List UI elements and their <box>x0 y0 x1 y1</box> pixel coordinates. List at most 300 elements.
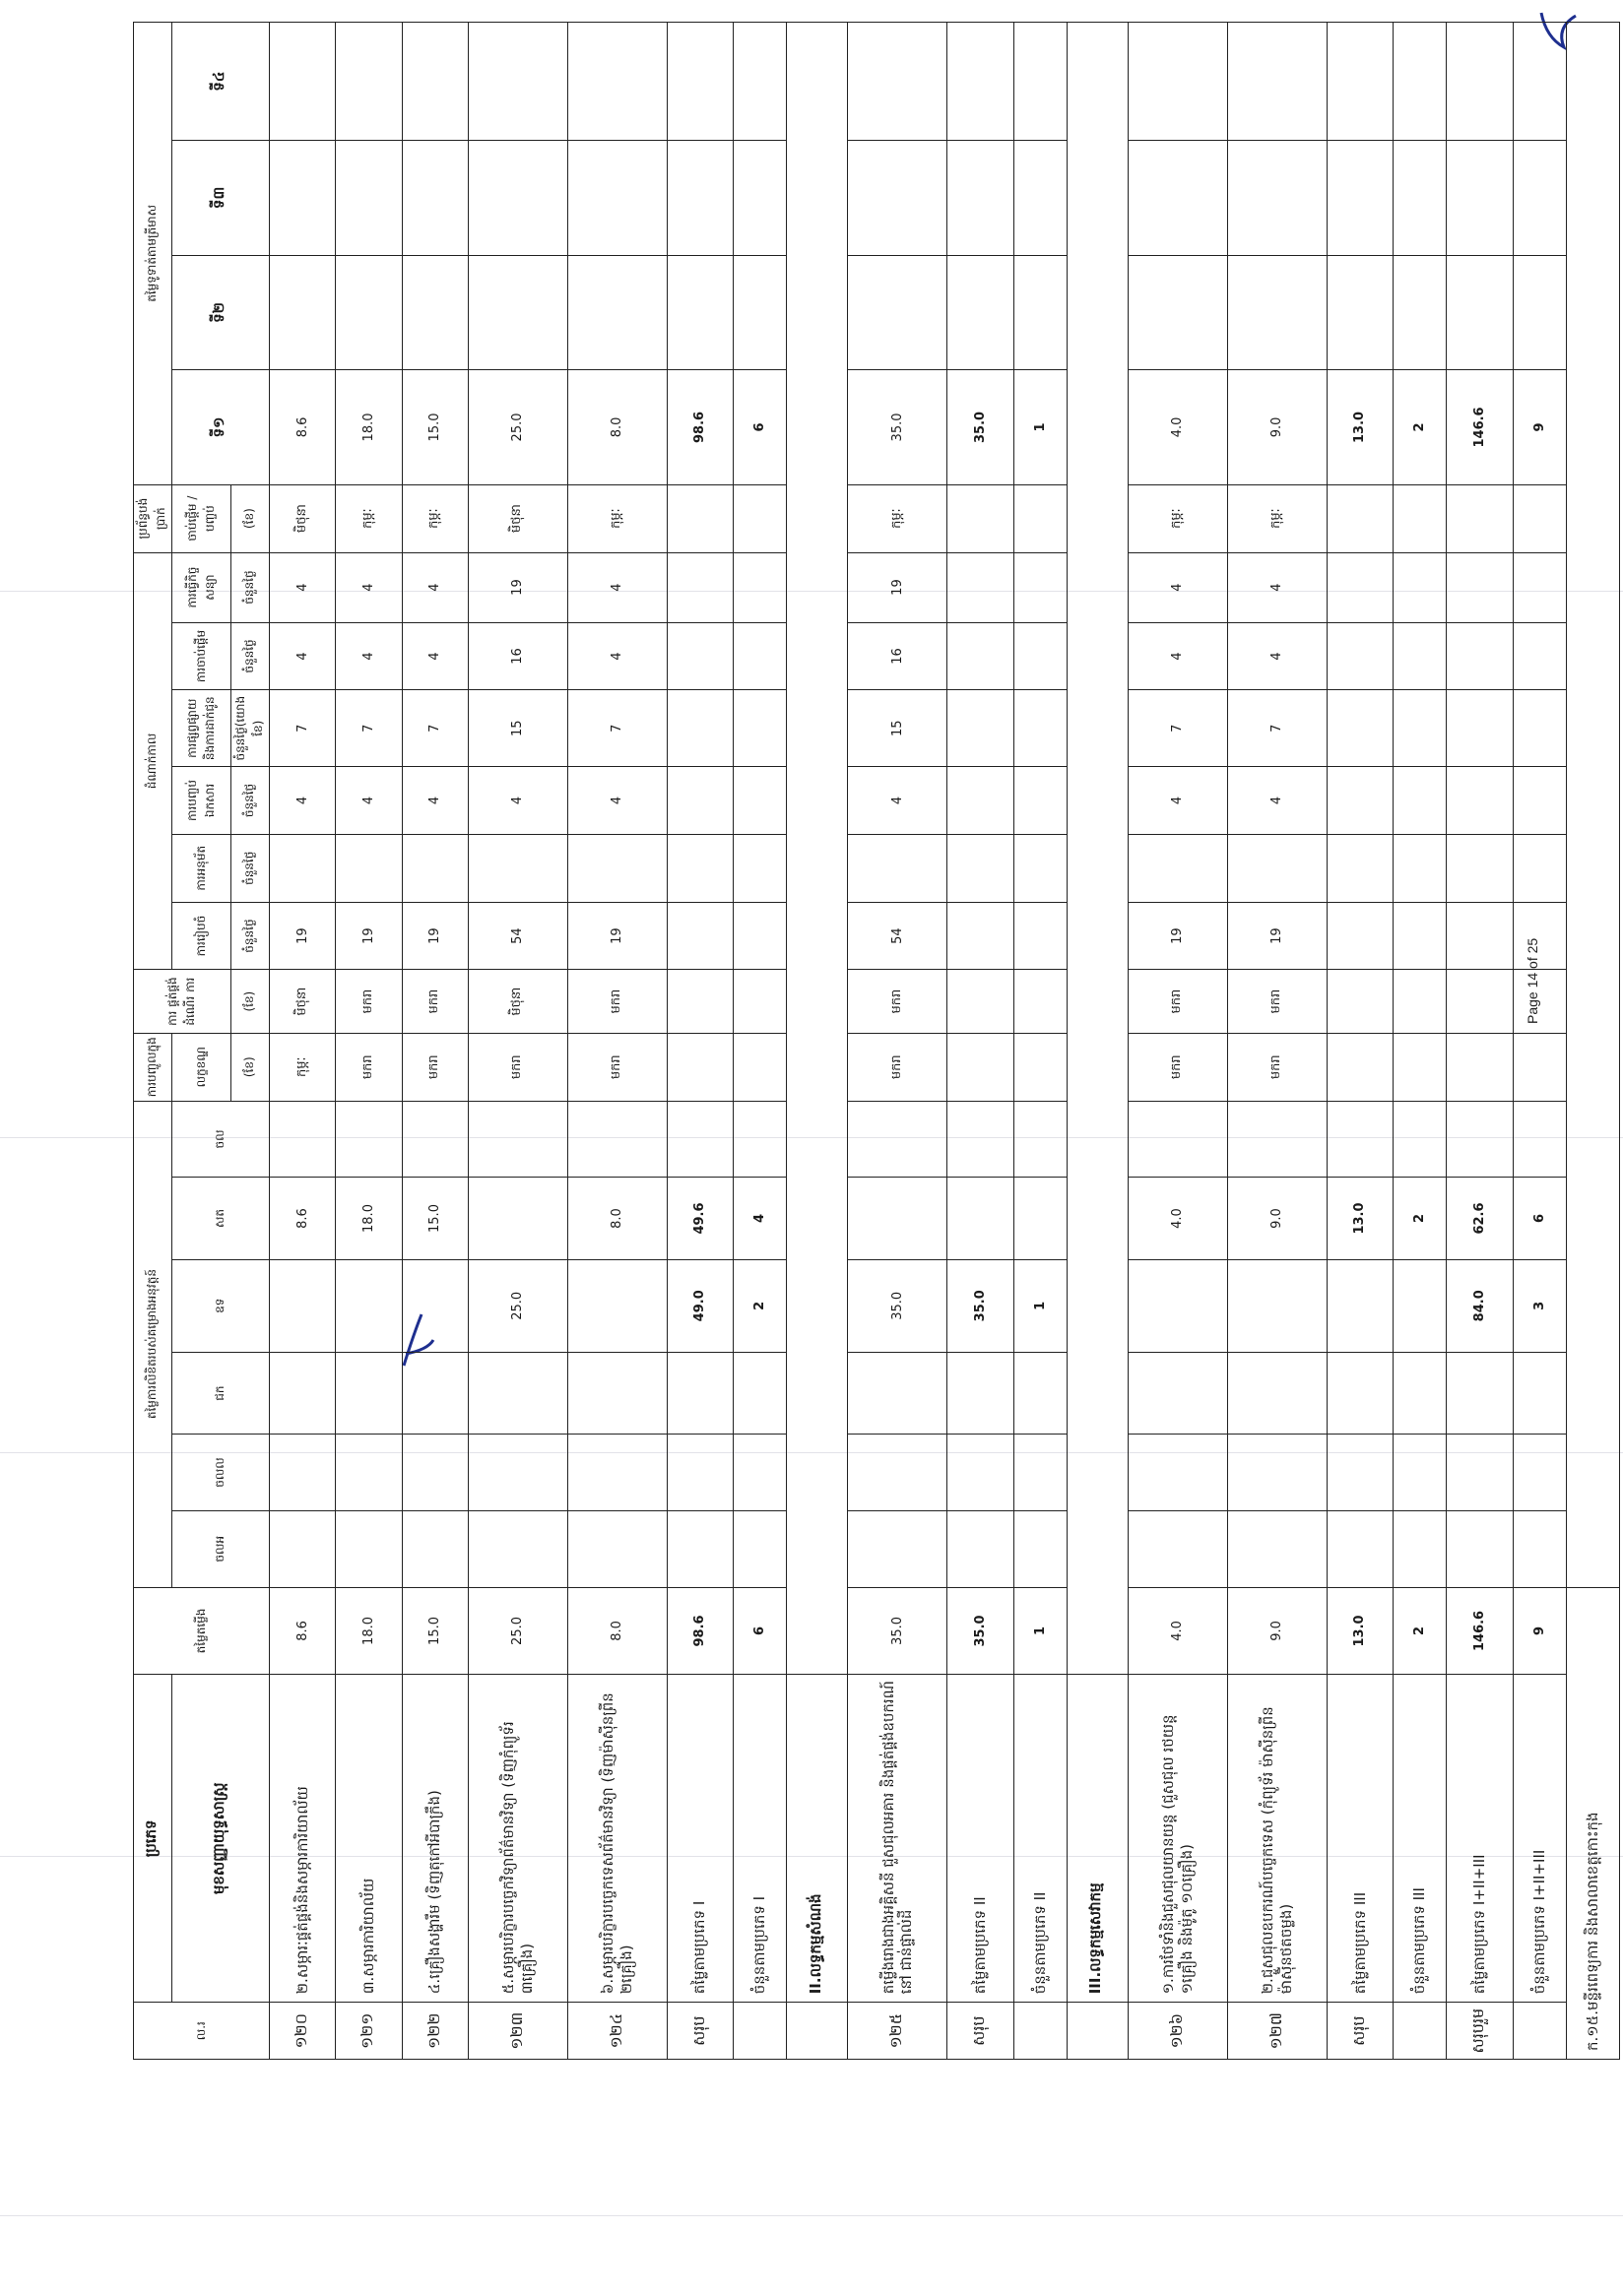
quarter-cell <box>733 255 786 370</box>
header-a-col: សត <box>172 1178 270 1259</box>
quarter-cell <box>1227 255 1327 370</box>
days-cell <box>1513 622 1566 690</box>
budget-cell <box>733 1352 786 1434</box>
budget-cell <box>402 1510 468 1587</box>
start-month <box>1394 1033 1447 1101</box>
days-cell: 4 <box>468 767 567 835</box>
payment-month: កុម្ភៈ <box>1128 484 1227 552</box>
days-cell: 4 <box>1227 552 1327 622</box>
days-cell: 4 <box>270 552 336 622</box>
quarter-cell <box>1513 141 1566 256</box>
payment-month <box>667 484 733 552</box>
budget-cell <box>1227 1352 1327 1434</box>
row-total: 1 <box>1013 1587 1067 1675</box>
budget-cell <box>1227 1435 1327 1511</box>
process-month <box>947 970 1013 1033</box>
row-no: សរុបរួម <box>1447 2003 1513 2060</box>
header-d-col: ការរៀបចំ <box>172 902 231 970</box>
quarter-cell <box>667 23 733 141</box>
header-d-col: ការចាប់ផ្តើម <box>172 622 231 690</box>
row-description: ៤.គ្រឿងសង្ហារឹម (ទិញតុកៅអីបាក្រឹង) <box>402 1675 468 2003</box>
row-no <box>1013 2003 1067 2060</box>
table-row <box>1013 23 1067 2060</box>
days-cell <box>733 767 786 835</box>
payment-month: កុម្ភៈ <box>567 484 667 552</box>
quarter-cell: 1 <box>1013 370 1067 485</box>
budget-cell <box>1128 1101 1227 1178</box>
payment-month <box>1327 484 1393 552</box>
row-total: 4.0 <box>1128 1587 1227 1675</box>
row-no <box>787 2003 848 2060</box>
days-cell: 19 <box>270 902 336 970</box>
header-group-b: ការបញ្ចូលក្នុង <box>134 1033 172 1101</box>
days-cell <box>1394 690 1447 767</box>
budget-cell <box>848 1101 947 1178</box>
days-cell: 4 <box>848 767 947 835</box>
row-description: ២.សម្ភារៈផ្គត់ផ្គង់និងសម្ភារការិយាល័យ <box>270 1675 336 2003</box>
row-total: 6 <box>733 1587 786 1675</box>
budget-cell <box>1013 1101 1067 1178</box>
quarter-cell <box>1447 23 1513 141</box>
process-month <box>667 970 733 1033</box>
days-cell <box>733 690 786 767</box>
days-cell: 19 <box>402 902 468 970</box>
budget-cell: 2 <box>1394 1178 1447 1259</box>
days-cell <box>1013 902 1067 970</box>
days-cell <box>733 552 786 622</box>
budget-cell <box>1394 1259 1447 1352</box>
section-title: III.លទ្ធកម្មសេវាកម្ម <box>1067 1675 1128 2003</box>
header-a-col: ឧទ <box>172 1259 270 1352</box>
quarter-cell: 8.0 <box>567 370 667 485</box>
row-no: ១២០ <box>270 2003 336 2060</box>
days-cell: 4 <box>270 622 336 690</box>
days-cell: 4 <box>567 552 667 622</box>
budget-cell <box>567 1101 667 1178</box>
header-group-f: តម្លៃទូទាត់តាមត្រីមាស <box>134 23 172 485</box>
budget-cell <box>1013 1435 1067 1511</box>
payment-month: មិថុនា <box>270 484 336 552</box>
table-row <box>733 23 786 2060</box>
days-cell <box>1513 690 1566 767</box>
budget-cell <box>1447 1101 1513 1178</box>
days-cell: 54 <box>848 902 947 970</box>
budget-cell: 1 <box>1013 1259 1067 1352</box>
days-cell <box>1394 902 1447 970</box>
row-total: 13.0 <box>1327 1587 1393 1675</box>
budget-cell <box>848 1435 947 1511</box>
payment-month <box>947 484 1013 552</box>
row-no: សរុប <box>947 2003 1013 2060</box>
days-cell: 19 <box>567 902 667 970</box>
process-month: មករា <box>567 970 667 1033</box>
quarter-cell <box>1327 141 1393 256</box>
days-cell: 4 <box>402 622 468 690</box>
header-d-col: ការអនុម័ត <box>172 834 231 902</box>
quarter-cell <box>468 255 567 370</box>
budget-cell <box>567 1510 667 1587</box>
row-no: ១២២ <box>402 2003 468 2060</box>
table-row <box>1227 23 1327 2060</box>
quarter-cell <box>1128 23 1227 141</box>
quarter-cell <box>947 23 1013 141</box>
days-cell <box>1327 902 1393 970</box>
header-total: តម្លៃតម្លើង <box>134 1587 270 1675</box>
payment-month: មិថុនា <box>468 484 567 552</box>
budget-cell: 49.0 <box>667 1259 733 1352</box>
budget-cell: 2 <box>733 1259 786 1352</box>
days-cell: 4 <box>1128 622 1227 690</box>
quarter-cell <box>1327 255 1393 370</box>
budget-cell <box>667 1435 733 1511</box>
days-cell <box>667 902 733 970</box>
header-e-sub: ចាប់ផ្តើម / បញ្ចប់ <box>172 484 231 552</box>
budget-cell <box>947 1435 1013 1511</box>
days-cell <box>848 834 947 902</box>
budget-cell <box>947 1178 1013 1259</box>
header-days: ចំនួនថ្ងៃ(យោង ខែ) <box>231 690 270 767</box>
days-cell <box>1447 902 1513 970</box>
budget-cell: 62.6 <box>1447 1178 1513 1259</box>
header-f-col: ទី៣ <box>172 141 270 256</box>
budget-cell: 35.0 <box>848 1259 947 1352</box>
budget-cell <box>1327 1510 1393 1587</box>
budget-cell <box>468 1178 567 1259</box>
quarter-cell <box>468 23 567 141</box>
days-cell <box>1394 622 1447 690</box>
days-cell <box>1327 552 1393 622</box>
header-category-sub: មុខសញ្ញាយុទ្ធសាស្ត្រ <box>172 1675 270 2003</box>
days-cell <box>567 834 667 902</box>
budget-cell: 6 <box>1513 1178 1566 1259</box>
budget-cell <box>1227 1101 1327 1178</box>
budget-cell: 4.0 <box>1128 1178 1227 1259</box>
quarter-cell <box>567 23 667 141</box>
budget-cell <box>1513 1352 1566 1434</box>
row-description: តម្លៃតាមប្រភេទ III <box>1327 1675 1393 2003</box>
days-cell: 7 <box>1128 690 1227 767</box>
days-cell: 19 <box>468 552 567 622</box>
table-row <box>567 23 667 2060</box>
quarter-cell <box>667 255 733 370</box>
empty-cell <box>1566 23 1619 1588</box>
row-description: ៣.សម្ភារការិយាល័យ <box>336 1675 402 2003</box>
table-row <box>468 23 567 2060</box>
row-no: ១២៣ <box>468 2003 567 2060</box>
budget-cell <box>402 1435 468 1511</box>
header-unit: (ខែ) <box>231 970 270 1033</box>
row-no: សរុប <box>1327 2003 1393 2060</box>
days-cell <box>667 690 733 767</box>
header-a-col: ចលល <box>172 1435 270 1511</box>
table-row <box>1327 23 1393 2060</box>
budget-cell <box>1394 1352 1447 1434</box>
quarter-cell <box>1013 255 1067 370</box>
days-cell: 4 <box>567 767 667 835</box>
table-row <box>1128 23 1227 2060</box>
row-description: ចំនួនតាមប្រភេទ II <box>1013 1675 1067 2003</box>
row-description: ២.ជួសជុលឧបករណ៍បច្ចេកទេស (កុំព្យូទ័រ ម៉ាស៊ីនព្រីន ម៉ាស៊ីនថតចម្លង) <box>1227 1675 1327 2003</box>
days-cell: 15 <box>848 690 947 767</box>
budget-cell: 8.6 <box>270 1178 336 1259</box>
page-number: Page 14 of 25 <box>1525 937 1540 1024</box>
budget-cell <box>1227 1259 1327 1352</box>
header-unit: (ខែ) <box>231 1033 270 1101</box>
days-cell <box>947 834 1013 902</box>
days-cell <box>1227 834 1327 902</box>
budget-cell: 4 <box>733 1178 786 1259</box>
budget-cell <box>270 1510 336 1587</box>
quarter-cell <box>667 141 733 256</box>
rotated-table-container <box>133 22 1620 2060</box>
payment-month: កុម្ភៈ <box>848 484 947 552</box>
quarter-cell <box>567 141 667 256</box>
quarter-cell <box>848 141 947 256</box>
days-cell: 4 <box>402 552 468 622</box>
days-cell <box>1327 690 1393 767</box>
start-month: មករា <box>402 1033 468 1101</box>
days-cell <box>1447 767 1513 835</box>
days-cell <box>1013 834 1067 902</box>
row-description: ១.ការថែទាំនិងជួសជុលយានយន្ត (ជួសជុល រថយន្ត ១គ្រឿង និងម៉ូតូ ១០គ្រឿង) <box>1128 1675 1227 2003</box>
table-row <box>667 23 733 2060</box>
budget-cell <box>848 1510 947 1587</box>
start-month <box>1513 1033 1566 1101</box>
row-no: ១២៧ <box>1227 2003 1327 2060</box>
payment-month <box>1394 484 1447 552</box>
quarter-cell: 4.0 <box>1128 370 1227 485</box>
quarter-cell <box>1013 23 1067 141</box>
days-cell: 4 <box>1227 767 1327 835</box>
budget-cell <box>336 1352 402 1434</box>
days-cell <box>947 767 1013 835</box>
row-description: ចំនួនតាមប្រភេទ I <box>733 1675 786 2003</box>
header-days: ចំនួនថ្ងៃ <box>231 902 270 970</box>
budget-cell <box>1513 1101 1566 1178</box>
budget-cell <box>848 1178 947 1259</box>
days-cell: 4 <box>402 767 468 835</box>
row-description: តម្លើងរោងជាងអគ្គិសនី ជួសជុលអគារ និងផ្គត់ផ្គង់ឧបករណ៍នៅ ជាន់ផ្ទាល់ដី <box>848 1675 947 2003</box>
days-cell: 54 <box>468 902 567 970</box>
quarter-cell: 98.6 <box>667 370 733 485</box>
days-cell <box>1013 552 1067 622</box>
quarter-cell: 35.0 <box>848 370 947 485</box>
row-total: 146.6 <box>1447 1587 1513 1675</box>
days-cell <box>1394 834 1447 902</box>
quarter-cell <box>1447 141 1513 256</box>
process-month: មករា <box>848 970 947 1033</box>
process-month <box>1394 970 1447 1033</box>
days-cell <box>1394 767 1447 835</box>
quarter-cell: 146.6 <box>1447 370 1513 485</box>
quarter-cell <box>733 23 786 141</box>
row-no <box>1513 2003 1566 2060</box>
budget-cell <box>947 1352 1013 1434</box>
days-cell: 7 <box>567 690 667 767</box>
budget-cell <box>1128 1259 1227 1352</box>
row-total: 35.0 <box>947 1587 1013 1675</box>
quarter-cell: 13.0 <box>1327 370 1393 485</box>
days-cell <box>1513 552 1566 622</box>
row-description: ៥.សម្ភារបរិក្ខារបច្ចេកវិទ្យាព័ត៌មានវិទ្យា (ទិញកុំព្យូទ័រ ៣គ្រឿង) <box>468 1675 567 2003</box>
budget-cell <box>468 1101 567 1178</box>
row-total: 8.6 <box>270 1587 336 1675</box>
budget-cell <box>1327 1435 1393 1511</box>
table-row <box>1394 23 1447 2060</box>
quarter-cell <box>848 23 947 141</box>
header-category: ប្រភេទ <box>134 1675 172 2003</box>
table-row <box>1566 23 1619 2060</box>
days-cell <box>667 552 733 622</box>
days-cell <box>1447 834 1513 902</box>
quarter-cell: 2 <box>1394 370 1447 485</box>
start-month: មករា <box>848 1033 947 1101</box>
days-cell <box>733 834 786 902</box>
budget-cell: 9.0 <box>1227 1178 1327 1259</box>
days-cell: 4 <box>1227 622 1327 690</box>
budget-cell <box>567 1435 667 1511</box>
budget-cell <box>947 1510 1013 1587</box>
days-cell <box>947 552 1013 622</box>
payment-month <box>1513 484 1566 552</box>
days-cell: 19 <box>1227 902 1327 970</box>
header-e-end: បញ្ចប់ <box>202 505 217 532</box>
quarter-cell: 35.0 <box>947 370 1013 485</box>
quarter-cell: 25.0 <box>468 370 567 485</box>
days-cell: 4 <box>1128 767 1227 835</box>
days-cell <box>468 834 567 902</box>
budget-cell <box>1513 1435 1566 1511</box>
header-a-col: ជក <box>172 1352 270 1434</box>
quarter-cell <box>1227 141 1327 256</box>
days-cell: 7 <box>1227 690 1327 767</box>
process-month: មករា <box>1128 970 1227 1033</box>
header-f-col: ទី១ <box>172 370 270 485</box>
budget-cell: 25.0 <box>468 1259 567 1352</box>
quarter-cell <box>1513 255 1566 370</box>
start-month <box>1013 1033 1067 1101</box>
budget-cell <box>1128 1435 1227 1511</box>
budget-cell: 13.0 <box>1327 1178 1393 1259</box>
days-cell <box>1327 834 1393 902</box>
days-cell: 4 <box>1128 552 1227 622</box>
row-no <box>1067 2003 1128 2060</box>
row-total: 25.0 <box>468 1587 567 1675</box>
row-description: ចំនួនតាមប្រភេទ III <box>1394 1675 1447 2003</box>
table-row <box>1447 23 1513 2060</box>
days-cell <box>1128 834 1227 902</box>
process-month: មិថុនា <box>270 970 336 1033</box>
budget-cell <box>468 1352 567 1434</box>
budget-cell <box>468 1510 567 1587</box>
quarter-cell <box>1394 255 1447 370</box>
budget-cell <box>1013 1510 1067 1587</box>
row-total: 35.0 <box>848 1587 947 1675</box>
quarter-cell <box>1128 255 1227 370</box>
budget-cell <box>733 1510 786 1587</box>
quarter-cell <box>402 23 468 141</box>
procurement-plan-table <box>133 22 1620 2060</box>
table-row <box>270 23 336 2060</box>
table-row <box>848 23 947 2060</box>
quarter-cell <box>848 255 947 370</box>
budget-cell <box>468 1435 567 1511</box>
quarter-cell <box>1394 141 1447 256</box>
days-cell <box>1013 767 1067 835</box>
budget-cell <box>336 1510 402 1587</box>
process-month <box>1447 970 1513 1033</box>
days-cell: 16 <box>468 622 567 690</box>
budget-cell: 18.0 <box>336 1178 402 1259</box>
header-e-start: ចាប់ផ្តើម <box>184 503 199 542</box>
row-no <box>1394 2003 1447 2060</box>
quarter-cell <box>1327 23 1393 141</box>
start-month <box>1327 1033 1393 1101</box>
days-cell: 4 <box>336 767 402 835</box>
start-month: មករា <box>468 1033 567 1101</box>
quarter-cell <box>468 141 567 256</box>
start-month: មករា <box>1128 1033 1227 1101</box>
start-month <box>733 1033 786 1101</box>
budget-cell: 35.0 <box>947 1259 1013 1352</box>
header-days: ចំនួនថ្ងៃ <box>231 622 270 690</box>
header-days: ចំនួនថ្ងៃ <box>231 767 270 835</box>
days-cell <box>1327 767 1393 835</box>
header-b-sub: លក្ខខណ្ឌ <box>172 1033 231 1101</box>
start-month: មករា <box>336 1033 402 1101</box>
process-month <box>1013 970 1067 1033</box>
budget-cell <box>1447 1435 1513 1511</box>
budget-cell: 84.0 <box>1447 1259 1513 1352</box>
table-row <box>1067 23 1128 2060</box>
quarter-cell <box>1227 23 1327 141</box>
budget-cell <box>402 1259 468 1352</box>
days-cell: 19 <box>336 902 402 970</box>
process-month <box>1513 970 1566 1033</box>
row-no: ១២៦ <box>1128 2003 1227 2060</box>
budget-cell: 8.0 <box>567 1178 667 1259</box>
header-unit: (ខែ) <box>231 484 270 552</box>
budget-cell <box>733 1101 786 1178</box>
row-total: 18.0 <box>336 1587 402 1675</box>
table-row <box>1513 23 1566 2060</box>
row-description: ចំនួនតាមប្រភេទ I+II+III <box>1513 1675 1566 2003</box>
row-no <box>733 2003 786 2060</box>
days-cell: 16 <box>848 622 947 690</box>
days-cell <box>1513 902 1566 970</box>
table-row <box>336 23 402 2060</box>
quarter-cell <box>270 255 336 370</box>
start-month <box>667 1033 733 1101</box>
budget-cell <box>270 1352 336 1434</box>
quarter-cell: 9.0 <box>1227 370 1327 485</box>
quarter-cell <box>336 255 402 370</box>
days-cell <box>1394 552 1447 622</box>
table-body <box>270 23 1620 2060</box>
quarter-cell <box>947 255 1013 370</box>
row-total: 98.6 <box>667 1587 733 1675</box>
budget-cell <box>402 1352 468 1434</box>
days-cell: 4 <box>270 767 336 835</box>
budget-cell <box>270 1435 336 1511</box>
header-group-e: ប្រព័ន្ធបង់ប្រាក់ <box>134 484 172 552</box>
budget-cell <box>667 1510 733 1587</box>
budget-cell: 15.0 <box>402 1178 468 1259</box>
row-no: ១២៤ <box>567 2003 667 2060</box>
payment-month: កុម្ភៈ <box>336 484 402 552</box>
payment-month <box>1013 484 1067 552</box>
days-cell <box>270 834 336 902</box>
